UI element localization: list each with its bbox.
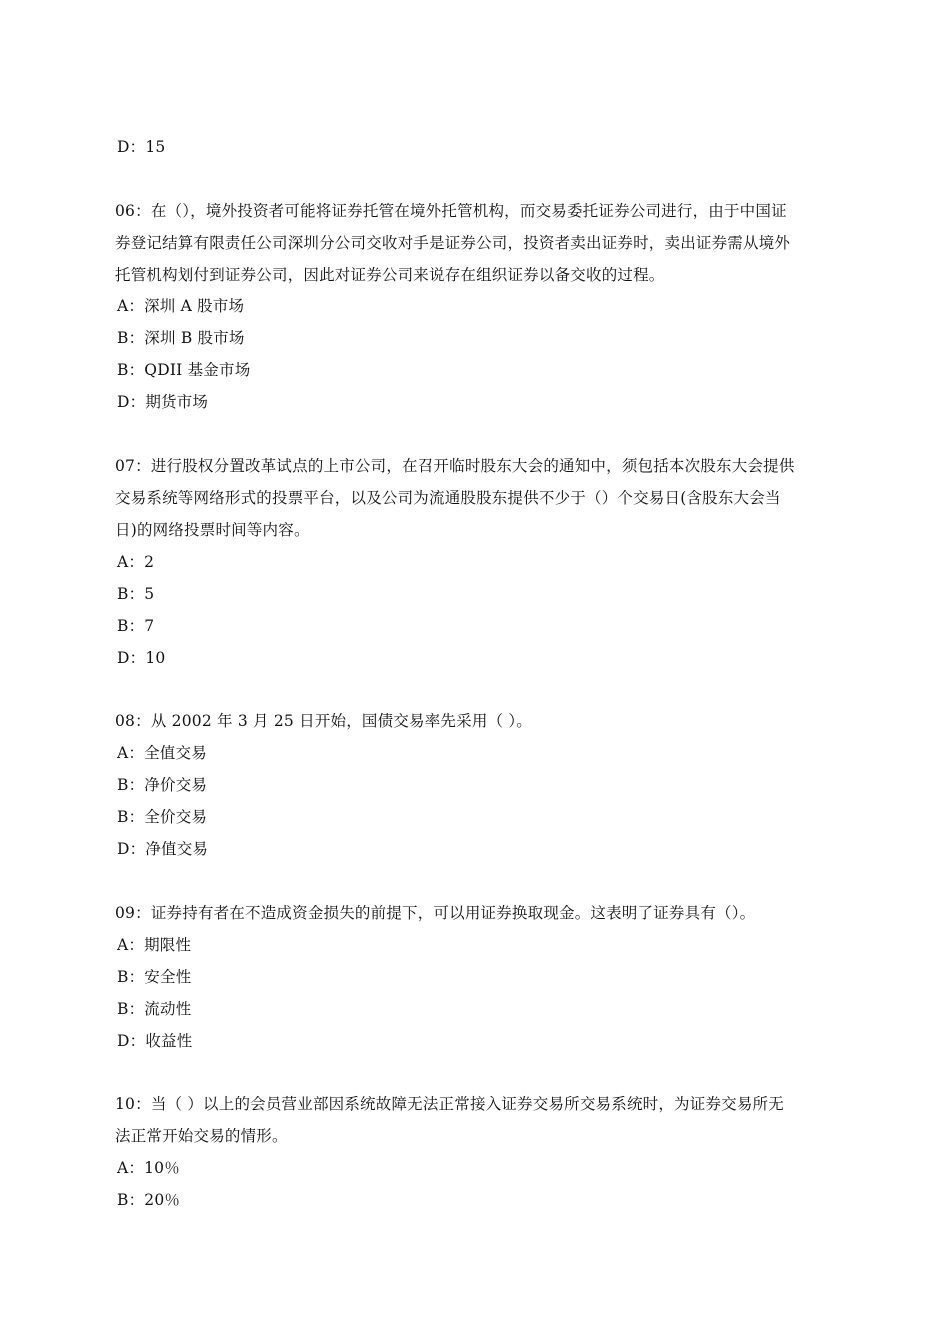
question-07-option-b: B：5 (117, 585, 155, 603)
question-06-option-c: B：QDII 基金市场 (117, 361, 251, 379)
question-09-stem-line-1: 09：证券持有者在不造成资金损失的前提下，可以用证券换取现金。这表明了证券具有（）。 (115, 904, 756, 922)
question-07-option-a: A：2 (117, 553, 155, 571)
question-08-option-a: A：全值交易 (117, 744, 207, 762)
question-06-option-b: B：深圳 B 股市场 (117, 329, 245, 347)
question-09-option-d: D：收益性 (117, 1032, 193, 1050)
question-07-option-d: D：10 (117, 649, 166, 667)
question-06-stem-line-2: 券登记结算有限责任公司深圳分公司交收对手是证券公司，投资者卖出证券时，卖出证券需从境外 (115, 234, 791, 252)
orphan-option-d: D：15 (117, 138, 166, 156)
question-08-option-d: D：净值交易 (117, 840, 209, 858)
question-08-option-b: B：净价交易 (117, 776, 208, 794)
question-06-stem-line-3: 托管机构划付到证券公司，因此对证券公司来说存在组织证券以备交收的过程。 (115, 266, 665, 284)
question-07-stem-line-2: 交易系统等网络形式的投票平台，以及公司为流通股股东提供不少于（）个交易日(含股东大会当 (115, 489, 781, 507)
question-10-stem-line-2: 法正常开始交易的情形。 (115, 1127, 288, 1145)
question-06-stem-line-1: 06：在（），境外投资者可能将证券托管在境外托管机构，而交易委托证券公司进行，由于中国证 (115, 202, 787, 220)
question-07-stem-line-1: 07：进行股权分置改革试点的上市公司，在召开临时股东大会的通知中，须包括本次股东大会提供 (115, 457, 795, 475)
question-07-stem-line-3: 日)的网络投票时间等内容。 (115, 521, 310, 539)
question-07-option-c: B：7 (117, 617, 155, 635)
question-09-option-a: A：期限性 (117, 936, 192, 954)
question-10-stem-line-1: 10：当（ ）以上的会员营业部因系统故障无法正常接入证券交易所交易系统时，为证券交易所无 (115, 1095, 784, 1113)
question-09-option-c: B：流动性 (117, 1000, 192, 1018)
question-10-option-b: B：20％ (117, 1191, 181, 1209)
question-06-option-d: D：期货市场 (117, 393, 209, 411)
question-09-option-b: B：安全性 (117, 968, 192, 986)
question-08-stem-line-1: 08：从 2002 年 3 月 25 日开始，国债交易率先采用（ ）。 (115, 712, 532, 730)
question-06-option-a: A：深圳 A 股市场 (117, 297, 245, 315)
question-08-option-c: B：全价交易 (117, 808, 208, 826)
question-10-option-a: A：10％ (117, 1159, 180, 1177)
